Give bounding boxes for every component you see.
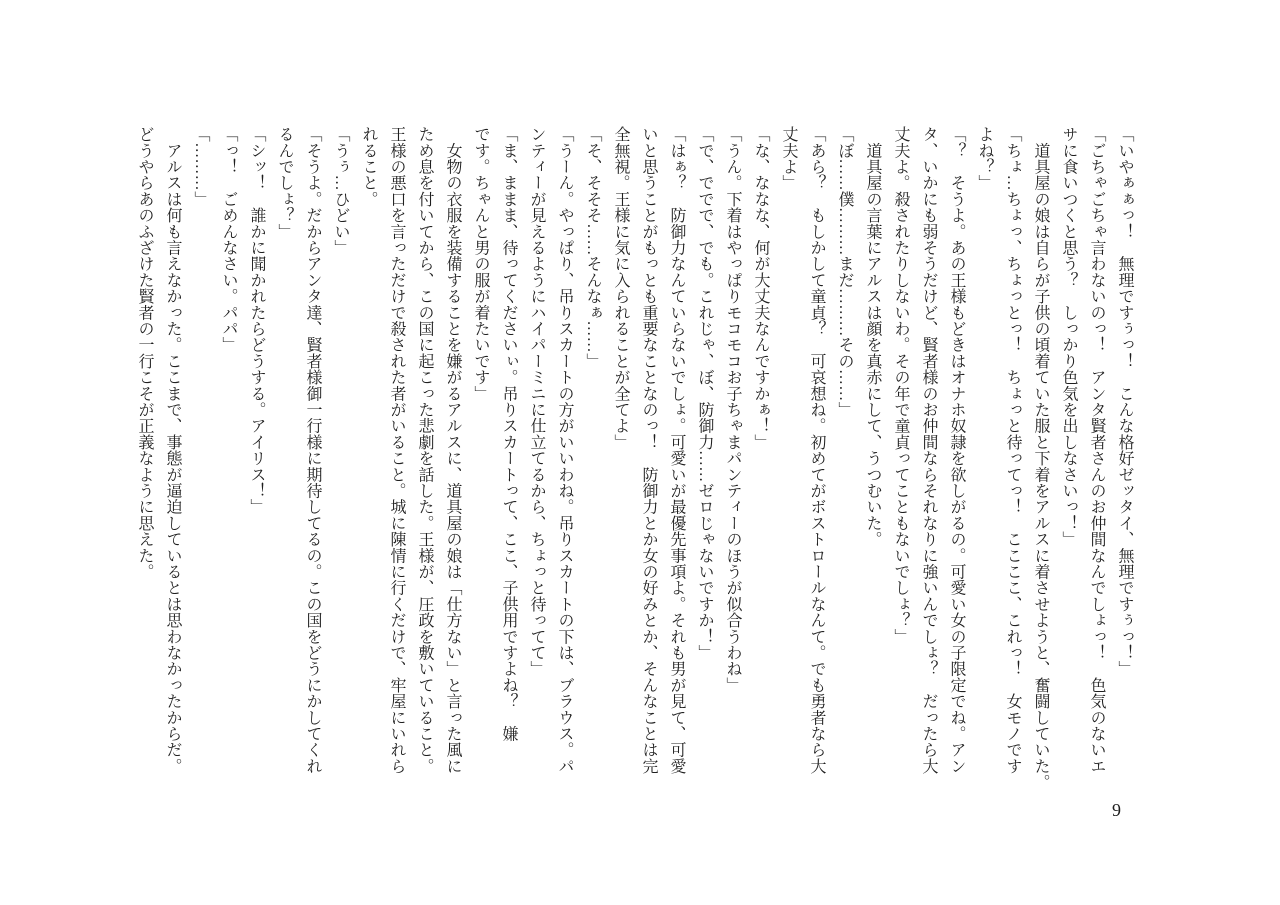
text-column: 「あら？ もしかして童貞？ 可哀想ね。初めてがボストロールなんて。でも勇者なら大 — [808, 126, 825, 774]
text-column: いと思うことがもっとも重要なことなのっ！ 防御力とか女の好みとか、そんなことは完 — [640, 126, 657, 774]
text-column: 「いやぁぁっ！ 無理ですぅっ！ こんな格好ゼッタイ、無理ですぅっ！」 — [1116, 126, 1133, 677]
text-column: 「そ、そそそ……そんなぁ……」 — [584, 126, 601, 369]
text-column: 「な、ななな、何が大丈夫なんですかぁ！」 — [752, 126, 769, 450]
text-column: タ、いかにも弱そうだけど、賢者様のお仲間ならそれなりに強いんでしょ？ だったら大 — [920, 126, 937, 774]
text-column: 「シッ！ 誰かに聞かれたらどうする。アイリス！」 — [248, 126, 265, 515]
text-column: サに食いつくと思う？ しっかり色気を出しなさいっ！」 — [1060, 126, 1077, 548]
text-column: 「うん。下着はやっぱりモコモコお子ちゃまパンティーのほうが似合うわね」 — [724, 126, 741, 693]
text-column: ため息を付いてから、この国に起こった悲劇を話した。王様が、圧政を敷いていること。 — [416, 126, 433, 774]
text-column: どうやらあのふざけた賢者の一行こそが正義なように思えた。 — [136, 126, 153, 580]
text-column: 「っ！ ごめんなさい。パパ」 — [220, 126, 237, 353]
text-column: 「はぁ？ 防御力なんていらないでしょ。可愛いが最優先事項よ。それも男が見て、可愛 — [668, 126, 685, 774]
text-column: 「ごちゃごちゃ言わないのっ！ アンタ賢者さんのお仲間なんでしょっ！ 色気のないエ — [1088, 126, 1105, 774]
text-column: 全無視。王様に気に入られることが全てよ」 — [612, 126, 629, 450]
text-column: 「そうよ。だからアンタ達、賢者様御一行様に期待してるの。この国をどうにかしてくれ — [304, 126, 321, 774]
text-column: れること。 — [360, 126, 377, 207]
text-column: ンティーが見えるようにハイパーミニに仕立てるから、ちょっと待ってて」 — [528, 126, 545, 677]
text-column: 「ま、ままま、待ってくださいぃ。吊りスカートって、ここ、子供用ですよね？ 嫌 — [500, 126, 517, 742]
text-column: アルスは何も言えなかった。ここまで、事態が逼迫しているとは思わなかったからだ。 — [164, 126, 181, 774]
text-column: るんでしょ？」 — [276, 126, 293, 240]
text-column: 「？ そうよ。あの王様もどきはオナホ奴隷を欲しがるの。可愛い女の子限定でね。アン — [948, 126, 965, 774]
text-column: 「ちょ…ちょっ、ちょっとっ！ ちょっと待ってっ！ ここここ、これっ！ 女モノです — [1004, 126, 1021, 774]
text-column: 「………」 — [192, 126, 209, 207]
text-column: 「うぅ…ひどい」 — [332, 126, 349, 256]
text-column: 「ぼ……僕………まだ………その……」 — [836, 126, 853, 418]
vertical-text-block — [130, 126, 1138, 838]
text-column: 道具屋の娘は自らが子供の頃着ていた服と下着をアルスに着させようと、奮闘していた。 — [1032, 126, 1049, 791]
text-column: 道具屋の言葉にアルスは顔を真赤にして、うつむいた。 — [864, 126, 881, 548]
page-number: 9 — [1112, 800, 1121, 820]
text-column: 丈夫よ」 — [780, 126, 797, 191]
text-column: 王様の悪口を言っただけで殺された者がいること。城に陳情に行くだけで、牢屋にいれら — [388, 126, 405, 774]
text-column: よね？」 — [976, 126, 993, 191]
text-column: 丈夫よ。殺されたりしないわ。その年で童貞ってこともないでしょ？」 — [892, 126, 909, 645]
text-column: です。ちゃんと男の服が着たいです」 — [472, 126, 489, 402]
text-column: 「で、ででで、でも。これじゃ、ぼ、防御力……ゼロじゃないですか！」 — [696, 126, 713, 661]
text-column: 「うーん。やっぱり、吊りスカートの方がいいわね。吊りスカートの下は、ブラウス。パ — [556, 126, 573, 774]
text-column: 女物の衣服を装備することを嫌がるアルスに、道具屋の娘は「仕方ない」と言った風に — [444, 126, 461, 774]
